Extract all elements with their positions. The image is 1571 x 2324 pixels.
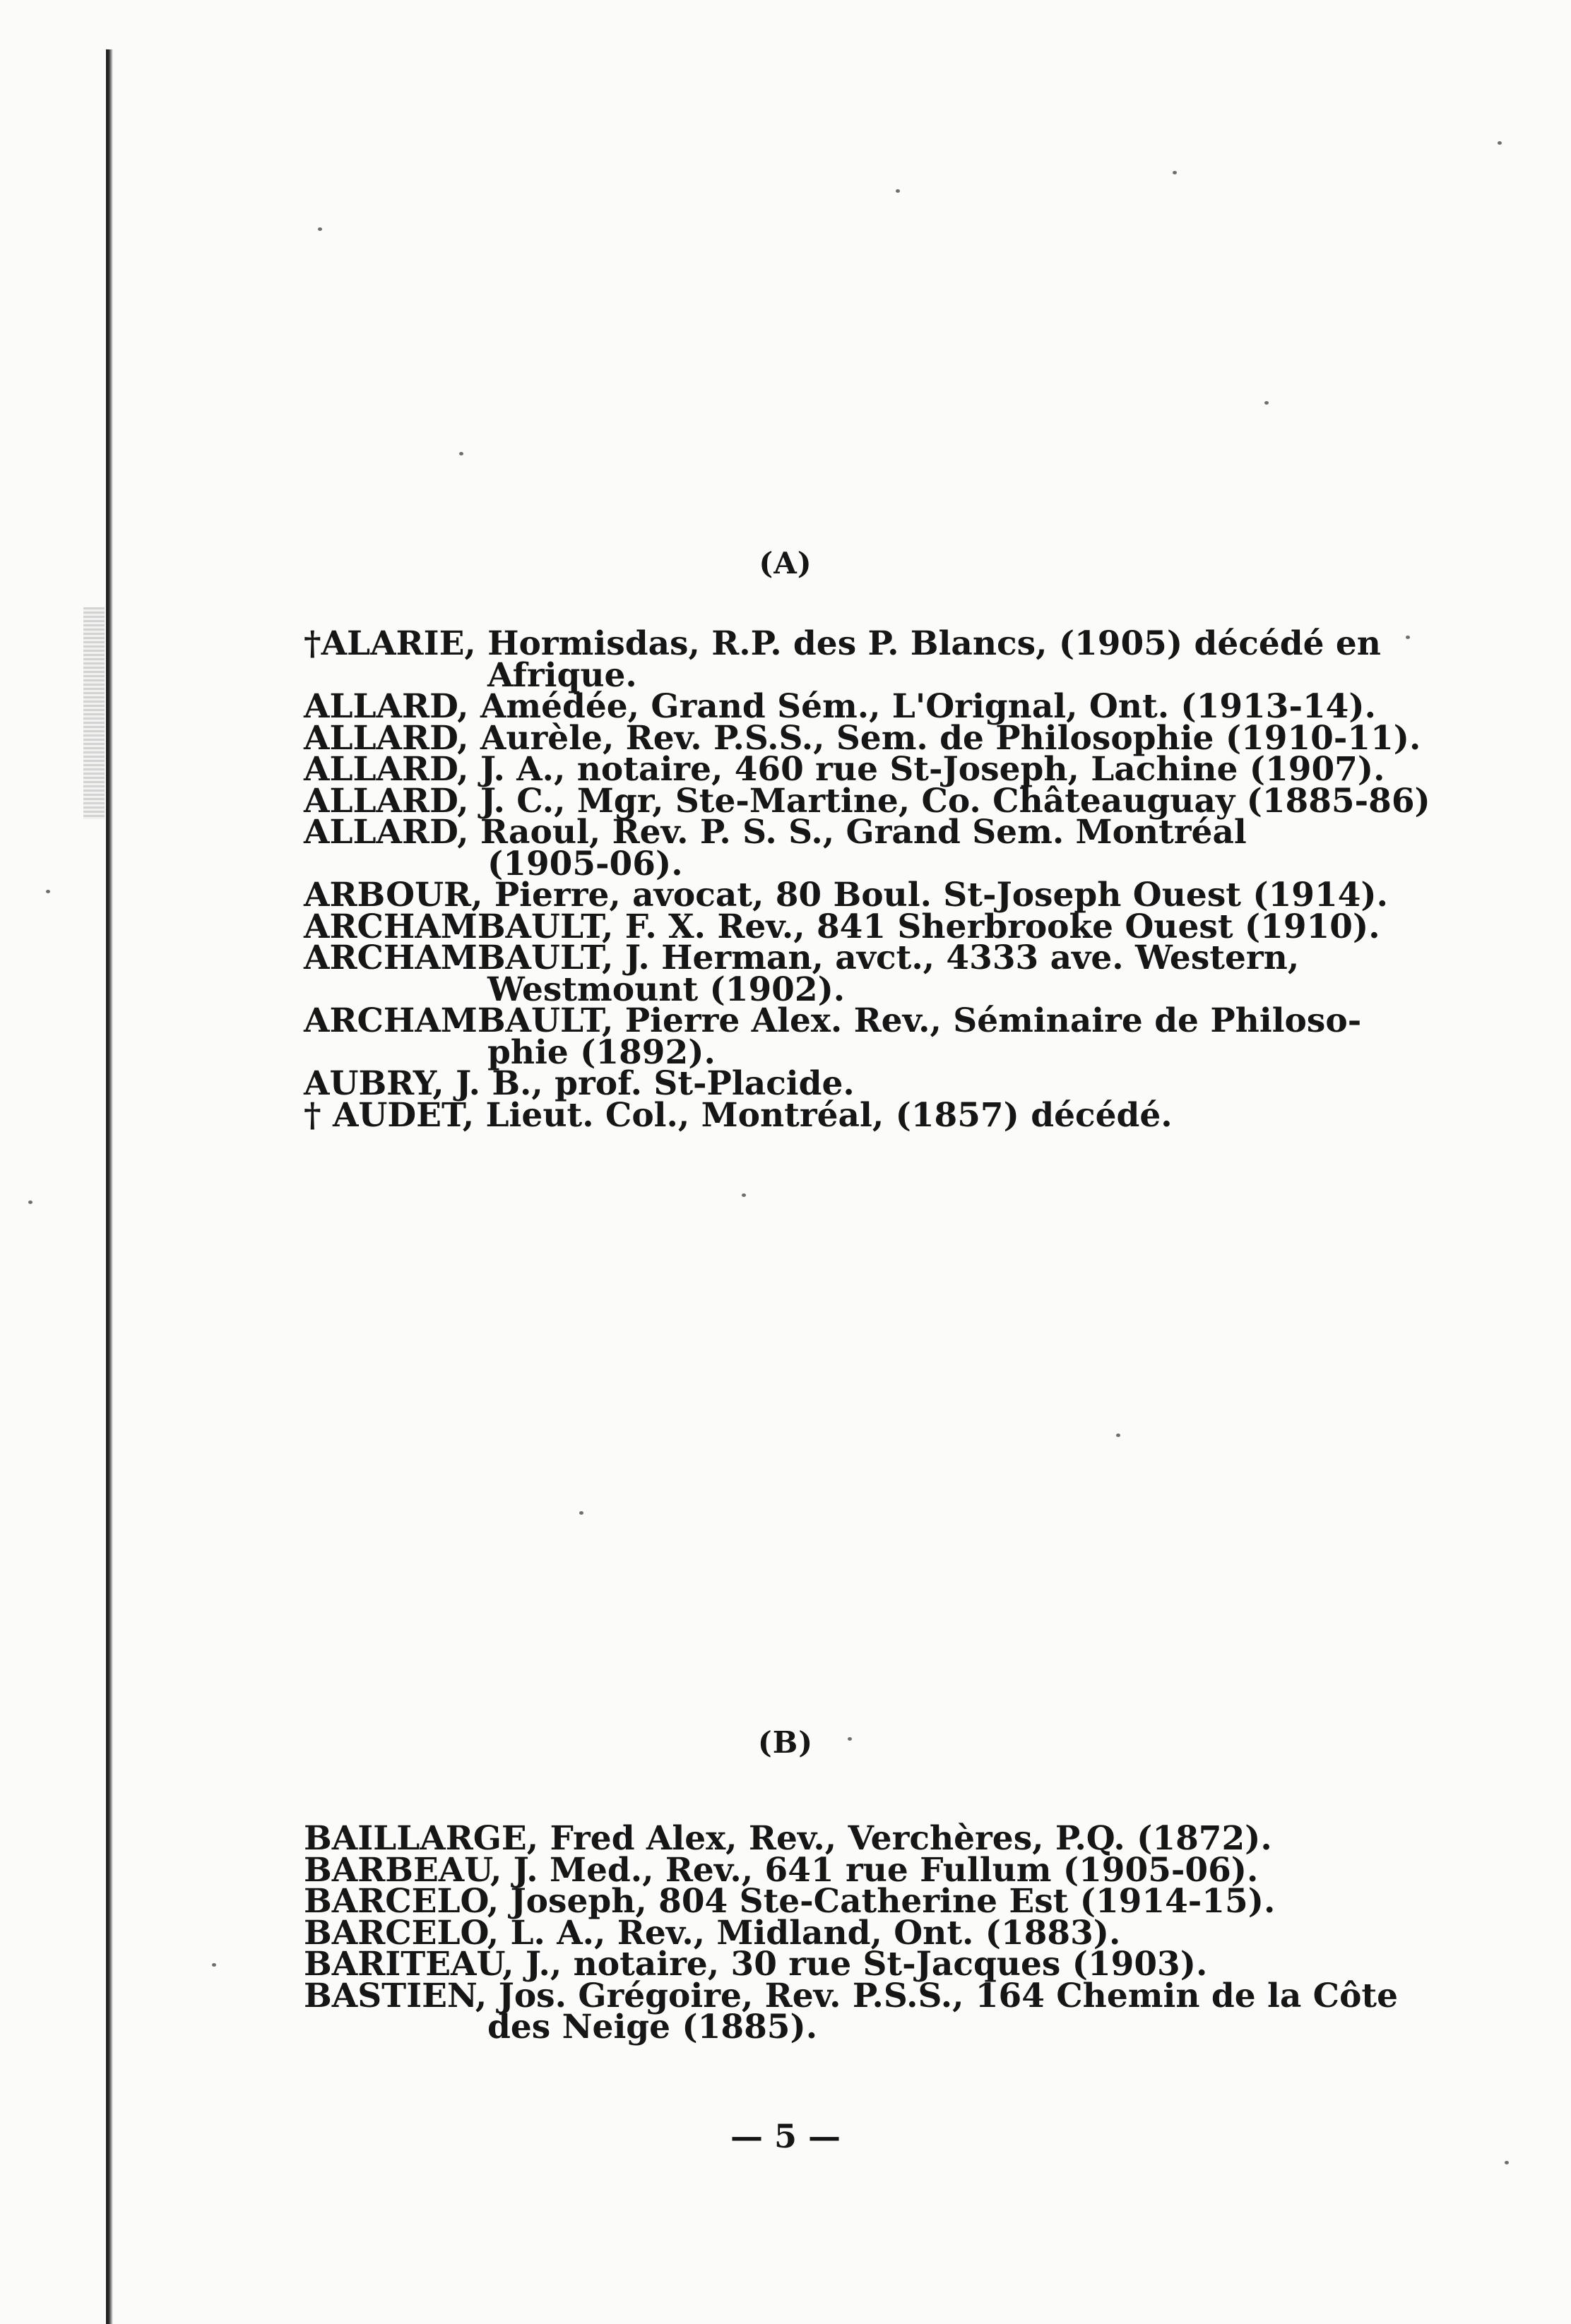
scan-speck <box>742 1193 746 1197</box>
directory-entry <box>304 624 1381 695</box>
entry-text: BARBEAU, J. Med., Rev., 641 rue Fullum (1905-06). <box>304 1850 1259 1890</box>
entry-text: AUBRY, J. B., prof. St-Placide. <box>304 1064 855 1103</box>
scan-speck <box>1498 141 1502 145</box>
entry-text: ARCHAMBAULT, J. Herman, avct., 4333 ave. Western, <box>304 938 1300 977</box>
section-a-entries <box>304 624 1430 1135</box>
entry-continuation: (1905-06). <box>487 844 683 883</box>
entry-text: ALLARD, Amédée, Grand Sém., L'Orignal, Ont. (1913-14). <box>304 687 1376 726</box>
scan-speck <box>1116 1434 1120 1437</box>
scan-speck <box>1173 171 1177 174</box>
scan-speck <box>318 227 322 231</box>
directory-entry <box>304 1095 1293 1135</box>
entry-text: BARCELO, Joseph, 804 Ste-Catherine Est (1914-15). <box>304 1882 1276 1921</box>
entry-text: † AUDET, Lieut. Col., Montréal, (1857) décédé. <box>304 1095 1173 1135</box>
scan-speck <box>459 452 463 455</box>
page-binding-edge <box>106 49 113 2324</box>
directory-entry <box>304 1976 1399 2046</box>
scan-speck <box>1406 636 1410 639</box>
entry-text: ALLARD, Aurèle, Rev. P.S.S., Sem. de Philosophie (1910-11). <box>304 718 1421 758</box>
entry-continuation: Westmount (1902). <box>487 970 846 1009</box>
directory-entry <box>304 938 1300 1009</box>
entry-continuation: des Neige (1885). <box>487 2008 818 2046</box>
scan-speck <box>212 1963 216 1967</box>
entry-text: BARITEAU, J., notaire, 30 rue St-Jacques (1903). <box>304 1945 1208 1984</box>
scan-speck <box>1505 2161 1509 2164</box>
entry-text: ARCHAMBAULT, F. X. Rev., 841 Sherbrooke Ouest (1910). <box>304 907 1380 946</box>
binding-texture <box>83 607 105 819</box>
entry-text: BARCELO, L. A., Rev., Midland, Ont. (1883). <box>304 1913 1121 1953</box>
entry-text: ALLARD, Raoul, Rev. P. S. S., Grand Sem. Montréal <box>304 813 1247 852</box>
scan-speck <box>46 890 50 893</box>
directory-entry <box>304 813 1293 883</box>
entry-continuation: Afrique. <box>487 655 637 695</box>
scan-speck <box>1264 401 1269 405</box>
entry-text: †ALARIE, Hormisdas, R.P. des P. Blancs, (1905) décédé en <box>304 624 1381 663</box>
scan-speck <box>579 1511 583 1515</box>
scan-speck <box>28 1200 32 1204</box>
section-b-heading: (B) <box>757 1725 814 1760</box>
scan-speck <box>896 189 900 193</box>
entry-text: ARCHAMBAULT, Pierre Alex. Rev., Séminaire de Philoso- <box>304 1001 1362 1040</box>
entry-text: ALLARD, J. A., notaire, 460 rue St-Joseph, Lachine (1907). <box>304 750 1385 789</box>
directory-entry <box>304 1001 1362 1072</box>
section-b-entries <box>304 1819 1399 2046</box>
entry-continuation: phie (1892). <box>487 1032 716 1072</box>
section-a-heading: (A) <box>759 546 812 580</box>
entry-text: BASTIEN, Jos. Grégoire, Rev. P.S.S., 164 Chemin de la Côte <box>304 1976 1399 2015</box>
entry-text: ALLARD, J. C., Mgr, Ste-Martine, Co. Châteauguay (1885-86) <box>304 781 1430 821</box>
entry-text: BAILLARGE, Fred Alex, Rev., Verchères, P.Q. (1872). <box>304 1819 1272 1858</box>
page-number: — 5 — <box>730 2117 841 2155</box>
entry-text: ARBOUR, Pierre, avocat, 80 Boul. St-Joseph Ouest (1914). <box>304 876 1389 914</box>
